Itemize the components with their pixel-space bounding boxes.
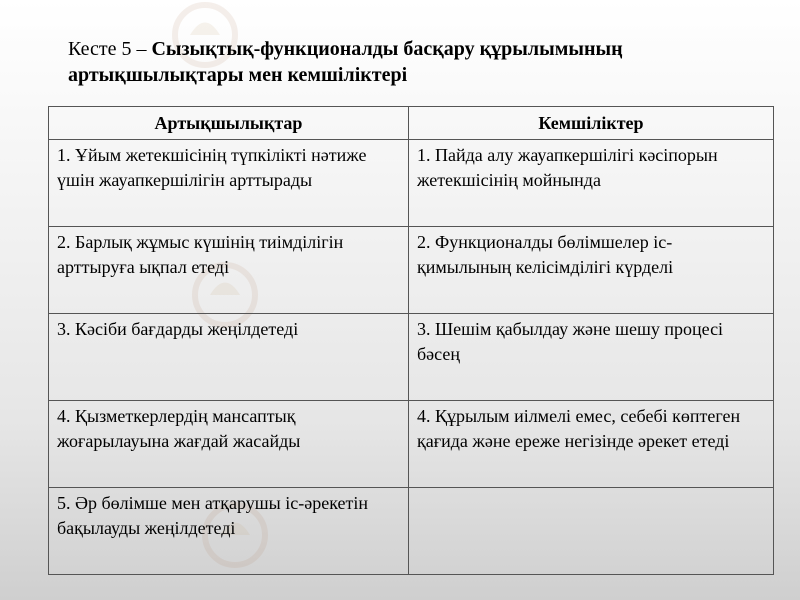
table-caption xyxy=(68,36,768,88)
advantage-cell: 2. Барлық жұмыс күшінің тиімділігін арттыруға ықпал етеді xyxy=(49,227,409,314)
header-disadvantages: Кемшіліктер xyxy=(409,107,774,140)
disadvantage-cell: 1. Пайда алу жауапкершілігі кәсіпорын жетекшісінің мойнында xyxy=(409,140,774,227)
header-advantages: Артықшылықтар xyxy=(49,107,409,140)
table-row xyxy=(49,314,774,401)
table-header-row xyxy=(49,107,774,140)
advantage-cell: 3. Кәсіби бағдарды жеңілдетеді xyxy=(49,314,409,401)
table-row xyxy=(49,401,774,488)
comparison-table xyxy=(48,106,774,575)
disadvantage-cell xyxy=(409,488,774,575)
table-row xyxy=(49,140,774,227)
disadvantage-cell: 2. Функционалды бөлімшелер іс-қимылының келісімділігі күрделі xyxy=(409,227,774,314)
table-row xyxy=(49,488,774,575)
advantage-cell: 1. Ұйым жетекшісінің түпкілікті нәтиже үшін жауапкершілігін арттырады xyxy=(49,140,409,227)
caption-title: Сызықтық-функционалды басқару құрылымының артықшылықтары мен кемшіліктері xyxy=(68,38,623,86)
disadvantage-cell: 3. Шешім қабылдау және шешу процесі бәсең xyxy=(409,314,774,401)
disadvantage-cell: 4. Құрылым иілмелі емес, себебі көптеген қағида және ереже негізінде әрекет етеді xyxy=(409,401,774,488)
table-row xyxy=(49,227,774,314)
caption-prefix: Кесте 5 – xyxy=(68,38,152,60)
advantage-cell: 5. Әр бөлімше мен атқарушы іс-әрекетін бақылауды жеңілдетеді xyxy=(49,488,409,575)
advantage-cell: 4. Қызметкерлердің мансаптық жоғарылауына жағдай жасайды xyxy=(49,401,409,488)
